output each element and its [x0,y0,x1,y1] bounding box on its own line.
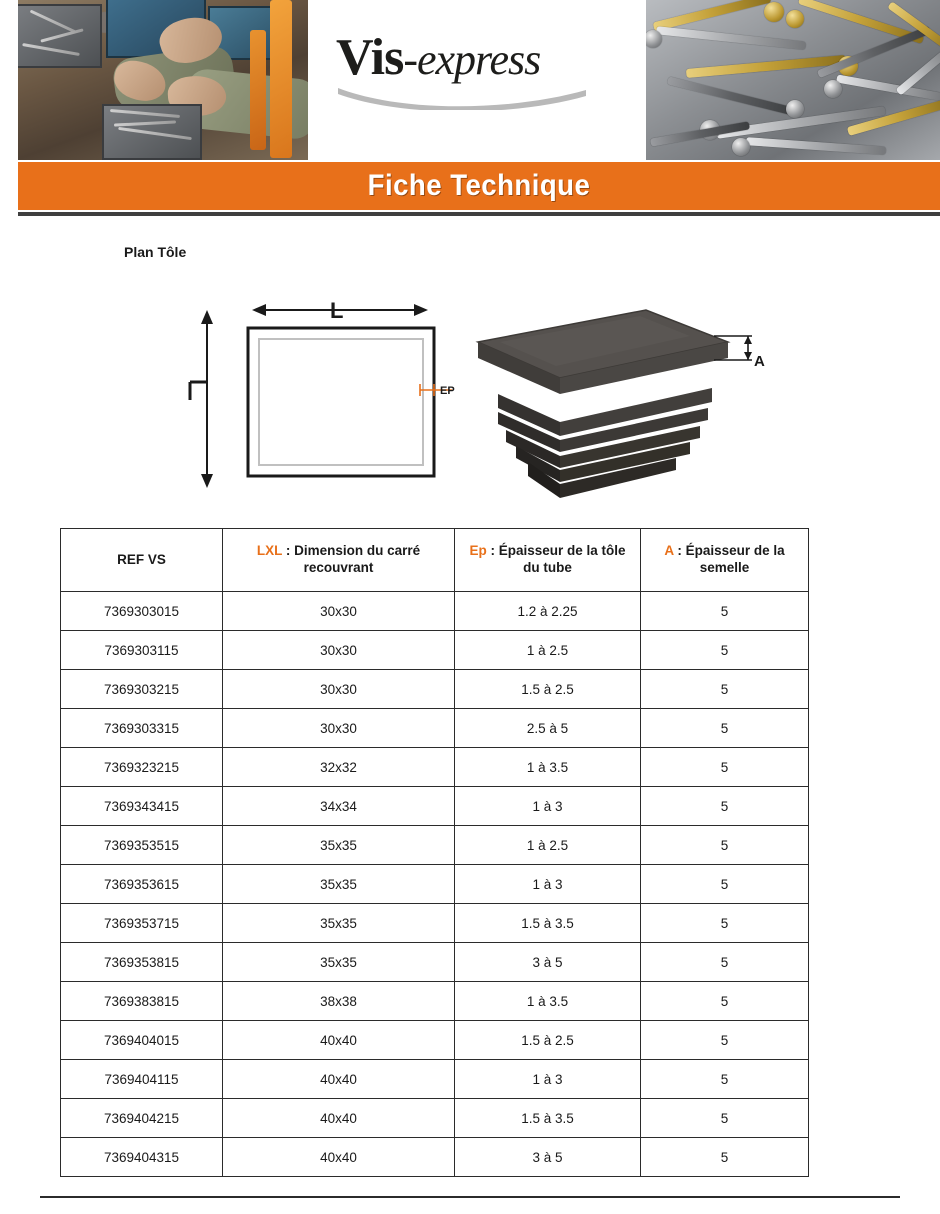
header-ep [455,529,641,592]
header-ep-rest: : Épaisseur de la tôle du tube [486,543,626,575]
page-title: Fiche Technique [367,169,591,202]
cell-lxl: 40x40 [223,1099,455,1138]
cell-ref: 7369404215 [61,1099,223,1138]
cell-ep: 1 à 3 [455,1060,641,1099]
header-lxl [223,529,455,592]
cell-ref: 7369303115 [61,631,223,670]
table-row [61,670,809,709]
table-row [61,865,809,904]
cell-lxl: 38x38 [223,982,455,1021]
cell-ref: 7369303315 [61,709,223,748]
cell-ep: 3 à 5 [455,943,641,982]
logo-primary-text: Vis [336,29,404,86]
table-row [61,748,809,787]
cell-ep: 1.5 à 2.5 [455,670,641,709]
specification-table-body [61,592,809,1177]
cell-lxl: 35x35 [223,943,455,982]
cell-a: 5 [641,826,809,865]
table-row [61,943,809,982]
cell-a: 5 [641,1021,809,1060]
cell-a: 5 [641,1099,809,1138]
dimension-label-a: A [754,353,765,370]
cell-lxl: 40x40 [223,1060,455,1099]
table-row [61,1021,809,1060]
cell-ep: 1 à 3.5 [455,748,641,787]
technical-drawing [0,270,940,510]
cell-lxl: 30x30 [223,631,455,670]
cell-a: 5 [641,670,809,709]
cell-ep: 3 à 5 [455,1138,641,1177]
table-row [61,631,809,670]
dimension-label-ep: EP [440,385,455,397]
swoosh-icon [336,84,588,110]
cell-lxl: 40x40 [223,1138,455,1177]
header-lxl-rest: : Dimension du carré recouvrant [282,543,421,575]
cell-ref: 7369404115 [61,1060,223,1099]
cell-a: 5 [641,748,809,787]
cell-a: 5 [641,592,809,631]
cell-lxl: 40x40 [223,1021,455,1060]
header-ref-label: REF VS [117,551,166,567]
cell-lxl: 35x35 [223,826,455,865]
page-header [0,0,940,160]
table-row [61,982,809,1021]
header-ep-accent: Ep [469,543,487,559]
document-title-bar [18,162,940,210]
brand-logo [308,0,646,160]
table-row [61,904,809,943]
dimension-label-l: L [330,298,344,323]
screws-pile-photo [646,0,940,160]
cell-ref: 7369383815 [61,982,223,1021]
specification-table [60,528,809,1177]
cell-lxl: 30x30 [223,709,455,748]
cell-ep: 1.5 à 3.5 [455,904,641,943]
cell-a: 5 [641,631,809,670]
cell-ref: 7369303215 [61,670,223,709]
cell-lxl: 34x34 [223,787,455,826]
cell-lxl: 30x30 [223,670,455,709]
table-row [61,787,809,826]
cell-ref: 7369353615 [61,865,223,904]
cell-ep: 1.5 à 2.5 [455,1021,641,1060]
cell-a: 5 [641,709,809,748]
cell-lxl: 30x30 [223,592,455,631]
header-a-accent: A [664,543,674,559]
logo-secondary-text: -express [403,35,541,84]
cell-ep: 1 à 3 [455,865,641,904]
cell-ep: 2.5 à 5 [455,709,641,748]
header-a [641,529,809,592]
table-row [61,592,809,631]
table-row [61,1099,809,1138]
cell-a: 5 [641,787,809,826]
title-underline-divider [18,212,940,216]
footer-divider [40,1196,900,1198]
cell-ref: 7369353715 [61,904,223,943]
plan-section-label: Plan Tôle [124,244,187,260]
cell-ep: 1.5 à 3.5 [455,1099,641,1138]
cell-a: 5 [641,1060,809,1099]
cell-a: 5 [641,904,809,943]
cell-a: 5 [641,943,809,982]
cell-ref: 7369404015 [61,1021,223,1060]
cell-ep: 1 à 3 [455,787,641,826]
cell-ep: 1 à 2.5 [455,631,641,670]
cell-a: 5 [641,865,809,904]
cell-ref: 7369404315 [61,1138,223,1177]
cell-lxl: 35x35 [223,865,455,904]
specification-table-wrapper [60,528,808,1177]
cell-lxl: 32x32 [223,748,455,787]
cell-ref: 7369343415 [61,787,223,826]
cell-a: 5 [641,982,809,1021]
table-header-row [61,529,809,592]
cell-lxl: 35x35 [223,904,455,943]
table-row [61,709,809,748]
header-lxl-accent: LXL [256,543,283,559]
table-row [61,1060,809,1099]
workbench-screws-photo [18,0,308,160]
cell-ref: 7369323215 [61,748,223,787]
cell-ep: 1 à 3.5 [455,982,641,1021]
table-row [61,1138,809,1177]
cell-ref: 7369353515 [61,826,223,865]
cell-ref: 7369353815 [61,943,223,982]
cell-ep: 1 à 2.5 [455,826,641,865]
table-row [61,826,809,865]
header-a-rest: : Épaisseur de la semelle [673,543,785,575]
cell-ref: 7369303015 [61,592,223,631]
cell-a: 5 [641,1138,809,1177]
cell-ep: 1.2 à 2.25 [455,592,641,631]
header-ref [61,529,223,592]
